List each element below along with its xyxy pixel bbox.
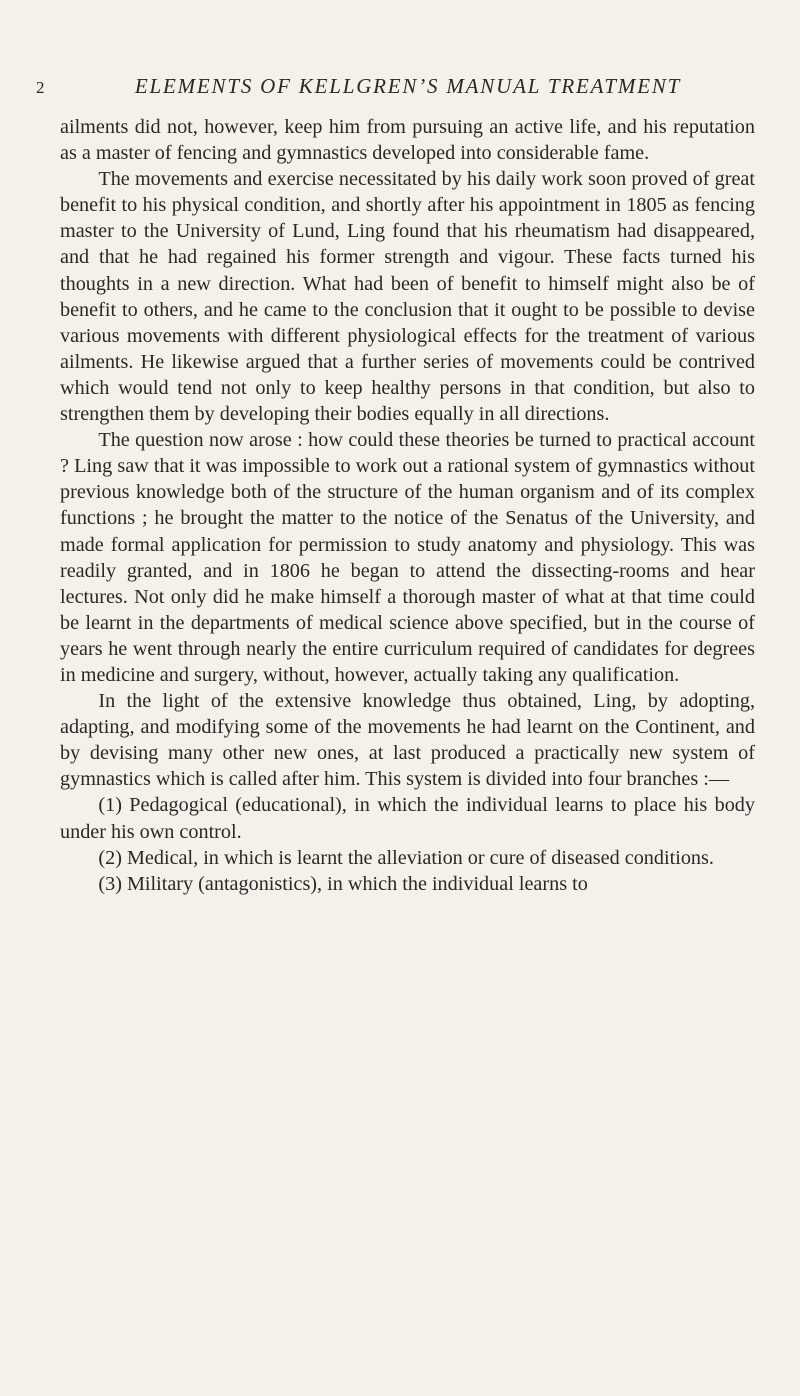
- paragraph-knowledge: In the light of the extensive knowledge thus obtained, Ling, by adopting, adapting, and modifying some of the movements he had learnt on the Continent, and by devising many other new ones, at last produced a practically new system of gymnastics which is called after him. This system is divided into four branches :—: [60, 690, 755, 791]
- page-number: 2: [36, 78, 47, 97]
- paragraph-question: The question now arose : how could these theories be turned to practical account ? Ling saw that it was impossible to work out a rational system of gymnastics without previous knowledge both of the structure of the human organism and of its complex functions ; he brought the matter to the notice of the Senatus of the University, and made formal application for permission to study anatomy and physiology. This was readily granted, and in 1806 he began to attend the dissecting-rooms and hear lectures. Not only did he make himself a thorough master of what at that time could be learnt in the departments of medical science above specified, but in the course of years he went through nearly the entire curriculum required of candidates for degrees in medicine and surgery, without, however, actually taking any qualification.: [60, 429, 755, 686]
- list-item-military: (3) Military (antagonistics), in which the individual learns to: [98, 872, 588, 895]
- list-item-medical: (2) Medical, in which is learnt the alleviation or cure of diseased conditions.: [98, 846, 714, 869]
- paragraph-continued: ailments did not, however, keep him from pursuing an active life, and his reputation as a master of fencing and gymnastics developed into considerable fame.: [60, 116, 755, 165]
- body-text: [60, 114, 755, 897]
- running-title: ELEMENTS OF KELLGREN’S MANUAL TREATMENT: [134, 74, 682, 98]
- paragraph-movements: The movements and exercise necessitated by his daily work soon proved of great benefit to his physical condition, and shortly after his appointment in 1805 as fencing master to the University of Lund, Ling found that his rheumatism had disappeared, and that he had regained his former strength and vigour. These facts turned his thoughts in a new direction. What had been of benefit to himself might also be of benefit to others, and he came to the conclusion that it ought to be possible to devise various movements with different physiological effects for the treatment of various ailments. He likewise argued that a further series of movements could be contrived which would tend not only to keep healthy persons in that condition, but also to strengthen them by developing their bodies equally in all directions.: [60, 168, 755, 426]
- list-item-pedagogical: (1) Pedagogical (educational), in which the individual learns to place his body under his own control.: [60, 794, 755, 843]
- running-header: [36, 74, 740, 99]
